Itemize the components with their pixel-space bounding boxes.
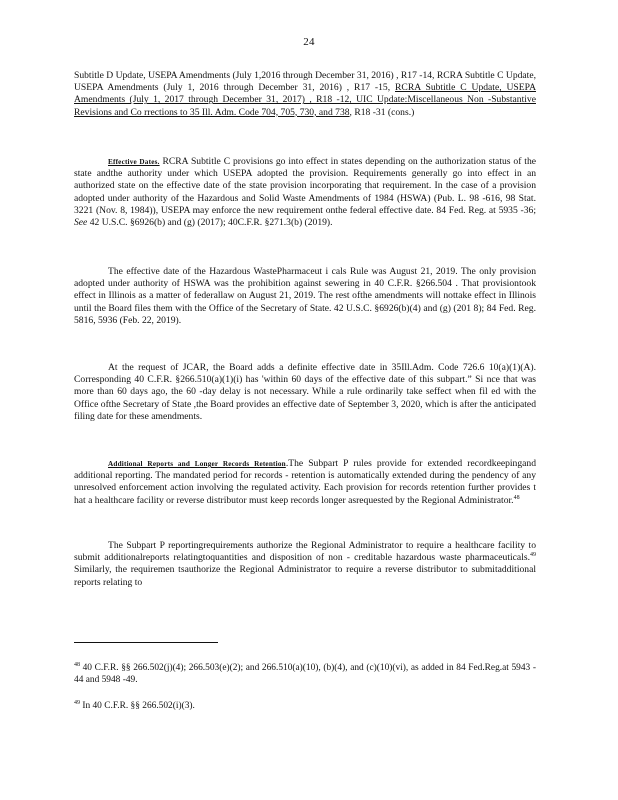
footnote-text: 40 C.F.R. §§ 266.502(j)(4); 266.503(e)(2); and 266.510(a)(10), (b)(4), and (c)(10)(vi), as added in 84 Fed.Reg.at 5943 - 44 and 5948 -49. <box>74 663 536 685</box>
paragraph-citation <box>74 70 536 119</box>
citation-text: Subtitle D Update, USEPA Amendments (July 1,2016 through December 31, 2016) , R17 -14, RCRA Subtitle C Update, USEPA Amendments (July 1, 2016 through December 31, 2016) , R17 -15, <box>74 70 536 94</box>
paragraph-records-retention <box>74 458 536 507</box>
footnote-ref-49: 49 <box>530 552 536 559</box>
footnote-48 <box>74 662 536 686</box>
paragraph-jcar-request <box>74 362 536 423</box>
citation-underlined-text: RCRA Subtitle C Update, USEPA Amendments (July 1, 2017 through December 31, 2017) , R18 -12, UIC Update:Miscellaneous Non -Substantive Revisions and Co rrections to 35 Ill. Adm. Code 704, 705, 730, and 738 <box>74 82 537 118</box>
paragraph-effective-dates <box>74 156 536 229</box>
footnote-separator <box>74 642 218 643</box>
footnote-ref-48: 48 <box>513 494 520 501</box>
citation-tail: , R18 -31 (cons.) <box>349 106 415 118</box>
effective-dates-heading: Effective Dates. <box>108 158 160 166</box>
paragraph-pharmaceuticals-rule <box>74 266 536 327</box>
see-signal: See <box>74 217 88 229</box>
footnote-text: In 40 C.F.R. §§ 266.502(i)(3). <box>80 701 195 711</box>
paragraph-reporting <box>74 540 536 589</box>
records-retention-heading: Additional Reports and Longer Records Retention <box>108 460 286 468</box>
reporting-text-a: The Subpart P reportingrequirements authorize the Regional Administrator to require a healthcare facility to submit additionalreports relatingtoquantities and disposition of non - creditable hazardous waste pharmaceuticals. <box>74 540 536 564</box>
reporting-text-b: Similarly, the requiremen tsauthorize the Regional Administrator to require a reverse distributor to submitadditional reports relating to <box>74 564 536 588</box>
effective-dates-citation: 42 U.S.C. §6926(b) and (g) (2017); 40C.F.R. §271.3(b) (2019). <box>87 217 333 229</box>
pharmaceuticals-rule-text: The effective date of the Hazardous WastePharmaceut i cals Rule was August 21, 2019. The only provision adopted under authority of HSWA was the prohibition against sewering in 40 C.F.R. §266.504 . That provisiontook effect in Illinois as a matter of federallaw on August 21, 2019. The rest ofthe amendments will nottake effect in Illinois until the Board files them with the Office of the Secretary of State. 42 U.S.C. §6926(b)(4) and (g) (201 8); 84 Fed. Reg. 5816, 5936 (Feb. 22, 2019). <box>74 266 536 326</box>
effective-dates-body: RCRA Subtitle C provisions go into effect in states depending on the authorization status of the state andthe authority under which USEPA adopted the provision. Requirements generally go into effect in an authorized state on the effective date of the state provision incorporating that requirement. In the case of a provision adopted under authority of the Hazardous and Solid Waste Amendments of 1984 (HSWA) (Pub. L. 98 -616, 98 Stat. 3221 (Nov. 8, 1984)), USEPA may enforce the new requirement onthe federal effective date. 84 Fed. Reg. at 5935 -36; <box>74 156 536 216</box>
footnote-49 <box>74 700 536 712</box>
page-number: 24 <box>303 36 315 48</box>
footnote-mark: 49 <box>74 699 80 706</box>
jcar-request-text: At the request of JCAR, the Board adds a definite effective date in 35Ill.Adm. Code 726.6 10(a)(1)(A). Corresponding 40 C.F.R. §266.510(a)(1)(i) has 'within 60 days of the effective date of this subpart.” Si nce that was more than 60 days ago, the 60 -day delay is not necessary. While a rule ordinarily take seffect when fil ed with the Office ofthe Secretary of State ,the Board provides an effective date of September 3, 2020, which is after the anticipated filing date for these amendments. <box>74 362 536 422</box>
records-retention-body: .The Subpart P rules provide for extended recordkeepingand additional reporting. The mandated period for records - retention is automatically extended during the pendency of any unresolved enforcement action involving the regulated activity. Each provision for records retention further provides t hat a healthcare facility or reverse distributor must keep records longer asrequested by the Regional Administrator. <box>74 458 536 506</box>
footnote-mark: 48 <box>74 661 80 668</box>
